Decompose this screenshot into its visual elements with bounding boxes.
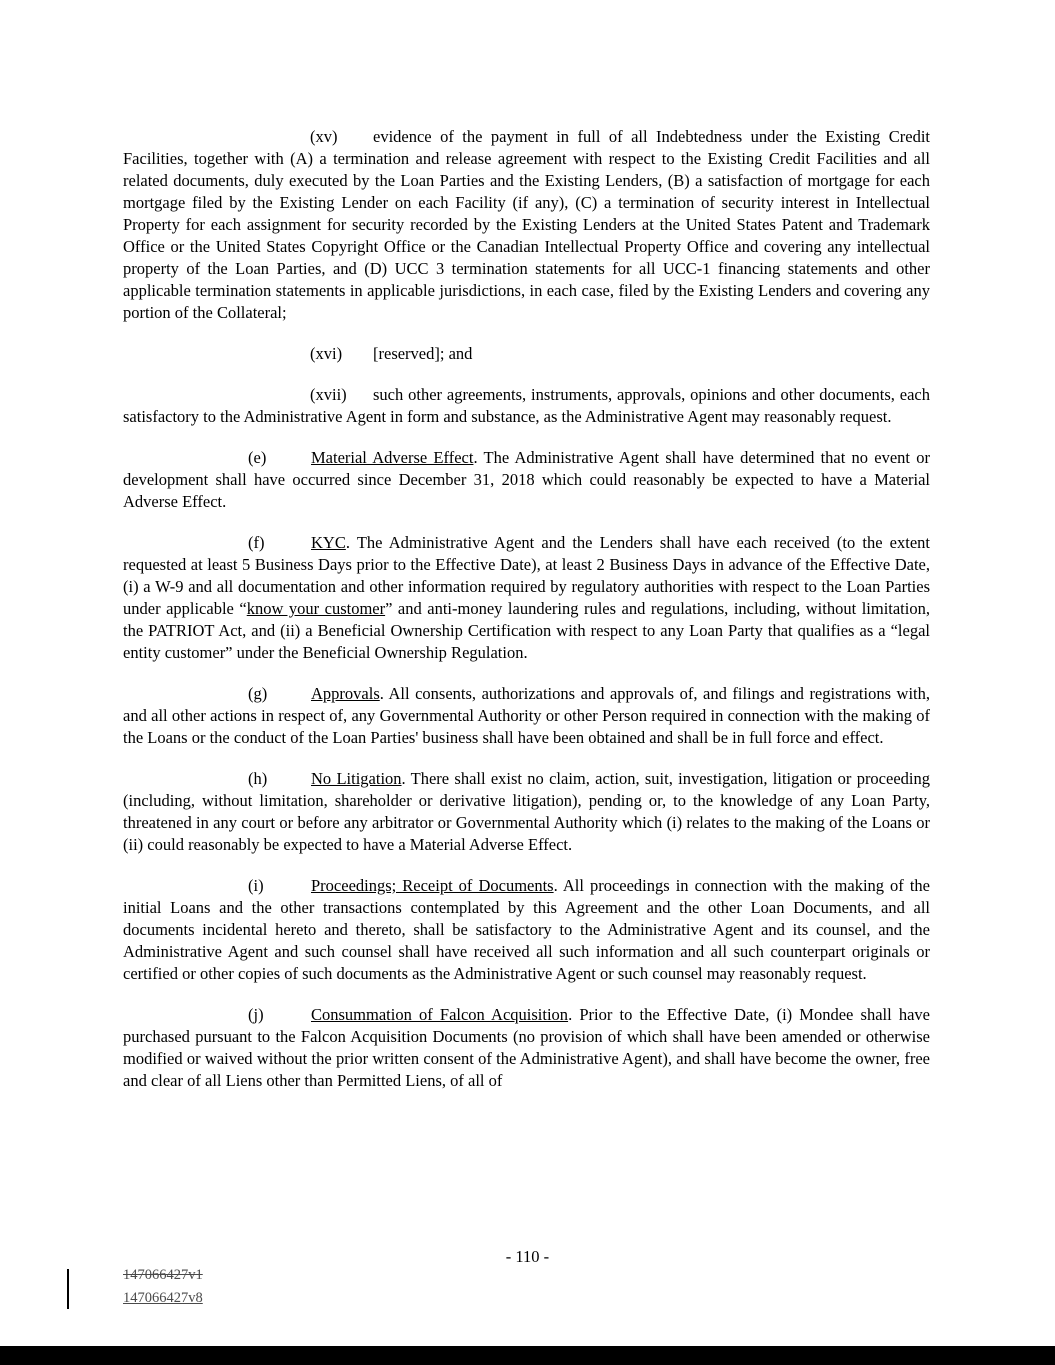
clause-xvi	[123, 343, 930, 365]
indent-spacer	[123, 462, 248, 463]
clause-xv	[123, 126, 930, 324]
indent-spacer	[123, 141, 310, 142]
clause-f-text-2: ” and anti-money laundering rules and regulations, including, without limitation, the PATRIOT Act, and (ii) a Beneficial Ownership Certification with respect to any Loan Party that qualifies as a “legal entity customer” under the Beneficial Ownership Regulation.	[123, 599, 930, 662]
doc-id-new: 147066427v8	[123, 1290, 203, 1306]
indent-spacer	[123, 783, 248, 784]
clause-f-text-1: . The Administrative Agent and the Lenders shall have each received (to the extent requested at least 5 Business Days prior to the Effective Date), at least 2 Business Days in advance of the Effective Date, (i) a W-9 and all documentation and other information required by regulatory authorities with respect to the Loan Parties under applicable “	[123, 533, 930, 618]
doc-id-old: 147066427v1	[123, 1267, 203, 1283]
change-bar	[67, 1269, 69, 1309]
clause-f	[123, 532, 930, 664]
clause-xvi-text: [reserved]; and	[373, 344, 473, 363]
page-number: - 110 -	[505, 1247, 550, 1266]
clause-g	[123, 683, 930, 749]
indent-spacer	[123, 547, 248, 548]
clause-g-heading: Approvals	[311, 684, 380, 703]
clause-i-text: . All proceedings in connection with the making of the initial Loans and the other transactions contemplated by this Agreement and the other Loan Documents, and all documents incidental hereto and thereto, shall be satisfactory to the Administrative Agent and its counsel, and the Administrative Agent and such counsel shall have received all such information and all such counterpart originals or certified or other copies of such documents as the Administrative Agent or such counsel may reasonably request.	[123, 876, 930, 983]
clause-xvi-label: (xvi)	[310, 344, 343, 363]
clause-xvii-label: (xvii)	[310, 385, 347, 404]
clause-i	[123, 875, 930, 985]
clause-f-label: (f)	[248, 533, 265, 552]
clause-j-label: (j)	[248, 1005, 264, 1024]
indent-spacer	[123, 358, 310, 359]
clause-xv-label: (xv)	[310, 127, 338, 146]
indent-spacer	[123, 698, 248, 699]
clause-i-heading: Proceedings; Receipt of Documents	[311, 876, 554, 895]
indent-spacer	[123, 890, 248, 891]
clause-e	[123, 447, 930, 513]
clause-e-heading: Material Adverse Effect	[311, 448, 474, 467]
document-id-block	[123, 1264, 203, 1310]
document-body	[123, 126, 930, 1111]
clause-xvii	[123, 384, 930, 428]
clause-g-label: (g)	[248, 684, 268, 703]
clause-g-text: . All consents, authorizations and approvals of, and filings and registrations with, and all other actions in respect of, any Governmental Authority or other Person required in connection with the making of the Loans or the conduct of the Loan Parties' business shall have been obtained and shall be in full force and effect.	[123, 684, 930, 747]
clause-e-text: . The Administrative Agent shall have determined that no event or development shall have occurred since December 31, 2018 which could reasonably be expected to have a Material Adverse Effect.	[123, 448, 930, 511]
scan-bottom-edge	[0, 1346, 1055, 1365]
clause-e-label: (e)	[248, 448, 267, 467]
clause-xv-text: evidence of the payment in full of all Indebtedness under the Existing Credit Facilities, together with (A) a termination and release agreement with respect to the Existing Credit Facilities and all related documents, duly executed by the Loan Parties and the Existing Lenders, (B) a satisfaction of mortgage for each mortgage filed by the Existing Lender on each Facility (if any), (C) a termination of security interest in Intellectual Property for each assignment for security recorded by the Existing Lenders at the United States Patent and Trademark Office or the United States Copyright Office or the Canadian Intellectual Property Office and covering any intellectual property of the Loan Parties, and (D) UCC 3 termination statements for all UCC-1 financing statements and other applicable termination statements in applicable jurisdictions, in each case, filed by the Existing Lenders and covering any portion of the Collateral;	[123, 127, 930, 322]
clause-h-label: (h)	[248, 769, 268, 788]
indent-spacer	[123, 399, 310, 400]
clause-xvii-text: such other agreements, instruments, approvals, opinions and other documents, each satisfactory to the Administrative Agent in form and substance, as the Administrative Agent may reasonably request.	[123, 385, 930, 426]
clause-h-text: . There shall exist no claim, action, suit, investigation, litigation or proceeding (including, without limitation, shareholder or derivative litigation), pending or, to the knowledge of any Loan Party, threatened in any court or before any arbitrator or Governmental Authority which (i) relates to the making of the Loans or (ii) could reasonably be expected to have a Material Adverse Effect.	[123, 769, 930, 854]
indent-spacer	[123, 1019, 248, 1020]
clause-h-heading: No Litigation	[311, 769, 402, 788]
clause-i-label: (i)	[248, 876, 264, 895]
clause-j-text: . Prior to the Effective Date, (i) Mondee shall have purchased pursuant to the Falcon Acquisition Documents (no provision of which shall have been amended or otherwise modified or waived without the prior written consent of the Administrative Agent), and shall have become the owner, free and clear of all Liens other than Permitted Liens, of all of	[123, 1005, 931, 1090]
clause-j-heading: Consummation of Falcon Acquisition	[311, 1005, 569, 1024]
clause-f-underlined-phrase: know your customer	[246, 599, 386, 618]
clause-j	[123, 1004, 930, 1092]
clause-h	[123, 768, 930, 856]
clause-f-heading: KYC	[311, 533, 346, 552]
